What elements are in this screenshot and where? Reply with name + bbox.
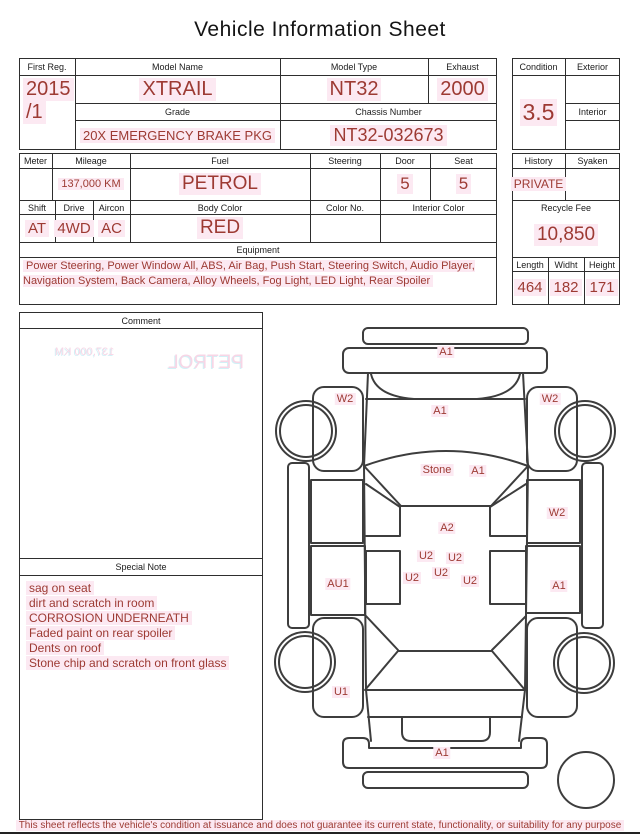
model-name-value: XTRAIL xyxy=(75,75,280,103)
left-c-pillar xyxy=(366,616,398,650)
exhaust-value: 2000 xyxy=(428,75,497,103)
equipment-text: Power Steering, Power Window All, ABS, Air Bag, Push Start, Steering Switch, Audio Player, Navigation System, Back Camera, Alloy Wheels, Fog Light, LED Light, Rear Spoiler xyxy=(23,260,475,287)
special-note-line: sag on seat xyxy=(26,581,258,596)
damage-label: W2 xyxy=(336,393,354,405)
special-note-label: Special Note xyxy=(115,562,167,572)
interior-label: Interior xyxy=(578,107,607,117)
fuel-value: PETROL xyxy=(130,168,310,200)
left-rear-wheel-icon xyxy=(275,632,335,692)
shift-value: AT xyxy=(19,214,55,242)
body-color-label: Body Color xyxy=(197,203,243,213)
steering-label: Steering xyxy=(328,156,362,166)
damage-label: A2 xyxy=(440,522,454,534)
right-rear-wheel-icon xyxy=(554,633,614,693)
damage-label: Stone xyxy=(422,464,452,476)
damage-label: A1 xyxy=(471,465,485,477)
height-value: 171 xyxy=(584,271,620,303)
damage-label: U2 xyxy=(418,550,434,562)
left-quarter-window xyxy=(366,551,400,604)
damage-label: W2 xyxy=(548,507,566,519)
drive-label: Drive xyxy=(63,203,85,213)
color-no-label: Color No. xyxy=(325,203,364,213)
grade-label: Grade xyxy=(164,107,190,117)
right-c-pillar xyxy=(492,616,526,650)
left-front-wheel-icon xyxy=(276,401,336,461)
mileage-value: 137,000 KM xyxy=(52,168,130,200)
damage-label: U1 xyxy=(333,686,349,698)
right-wheel-arch xyxy=(477,374,520,399)
right-rear-fender xyxy=(527,618,577,717)
car-damage-diagram xyxy=(268,318,640,815)
license-plate-recess xyxy=(402,717,490,741)
right-front-window xyxy=(490,484,526,536)
special-note-line: dirt and scratch in room xyxy=(26,596,258,611)
interior-color-label: Interior Color xyxy=(412,203,465,213)
seat-value: 5 xyxy=(430,168,497,200)
body-color-value: RED xyxy=(130,214,310,242)
aircon-value: AC xyxy=(93,214,130,242)
front-grille-bar xyxy=(363,328,528,344)
divider xyxy=(19,575,263,576)
model-name-label: Model Name xyxy=(151,62,204,72)
mileage-label: Mileage xyxy=(75,156,107,166)
first-reg-label: First Reg. xyxy=(27,62,67,72)
damage-label: U2 xyxy=(447,552,463,564)
left-rear-fender xyxy=(313,618,363,717)
first-reg-value xyxy=(23,78,73,144)
special-note-line: Dents on roof xyxy=(26,641,258,656)
car-outline-drawing xyxy=(268,318,640,815)
model-type-label: Model Type xyxy=(330,62,378,72)
bleedthrough-text: PETROL xyxy=(168,352,245,373)
right-rear-wheel-icon xyxy=(558,637,610,689)
damage-label: A1 xyxy=(435,747,449,759)
right-front-wheel-icon xyxy=(555,401,615,461)
damage-label: AU1 xyxy=(327,578,349,590)
damage-label: U2 xyxy=(462,575,478,587)
height-label: Height xyxy=(588,260,615,270)
damage-label: A1 xyxy=(433,405,447,417)
door-value: 5 xyxy=(380,168,430,200)
first-reg-month: /1 xyxy=(23,101,46,124)
equipment-label: Equipment xyxy=(236,245,280,255)
seat-label: Seat xyxy=(454,156,473,166)
history-label: History xyxy=(524,156,553,166)
shift-label: Shift xyxy=(27,203,46,213)
condition-label: Condition xyxy=(519,62,558,72)
chassis-number-value: NT32-032673 xyxy=(280,120,497,150)
history-value: PRIVATE xyxy=(512,168,565,200)
drive-value: 4WD xyxy=(55,214,93,242)
damage-label: U2 xyxy=(404,572,420,584)
damage-label: W2 xyxy=(541,393,559,405)
door-label: Door xyxy=(395,156,415,166)
grade-value: 20X EMERGENCY BRAKE PKG xyxy=(75,120,280,150)
page-title: Vehicle Information Sheet xyxy=(194,18,446,41)
special-note-list xyxy=(26,581,258,671)
rear-window xyxy=(365,651,525,690)
left-wheel-arch xyxy=(371,374,414,399)
special-note-line: Faded paint on rear spoiler xyxy=(26,626,258,641)
aircon-label: Aircon xyxy=(98,203,125,213)
comment-label: Comment xyxy=(121,316,161,326)
spare-wheel-icon xyxy=(558,752,614,808)
left-sill xyxy=(288,463,309,628)
special-note-line: Stone chip and scratch on front glass xyxy=(26,656,258,671)
special-note-line: CORROSION UNDERNEATH xyxy=(26,611,258,626)
left-rear-wheel-icon xyxy=(279,636,331,688)
page-bottom-edge xyxy=(0,832,640,834)
first-reg-year: 2015 xyxy=(23,78,74,101)
rear-right-edge xyxy=(519,690,525,741)
exterior-label: Exterior xyxy=(576,62,608,72)
damage-label: U2 xyxy=(433,567,449,579)
right-sill xyxy=(582,463,603,628)
left-front-wheel-icon xyxy=(280,405,332,457)
recycle-fee-value: 10,850 xyxy=(512,215,620,255)
exhaust-label: Exhaust xyxy=(446,62,479,72)
bleedthrough-text: 137,000 KM xyxy=(55,346,115,358)
body-left-edge xyxy=(364,373,368,466)
divider xyxy=(565,120,620,121)
fuel-label: Fuel xyxy=(211,156,229,166)
disclaimer-text: This sheet reflects the vehicle's condition at issuance and does not guarantee its current state, functionality, or suitability for any purpose xyxy=(0,820,640,831)
rear-lower-bar xyxy=(363,772,528,788)
width-label: Widht xyxy=(554,260,578,270)
length-value: 464 xyxy=(512,271,548,303)
width-value: 182 xyxy=(548,271,584,303)
rear-left-edge xyxy=(366,690,371,741)
condition-value: 3.5 xyxy=(512,75,565,150)
syaken-label: Syaken xyxy=(577,156,608,166)
recycle-fee-label: Recycle Fee xyxy=(540,203,592,213)
right-quarter-window xyxy=(490,551,526,604)
damage-label: A1 xyxy=(439,346,453,358)
damage-label: A1 xyxy=(552,580,566,592)
meter-label: Meter xyxy=(23,156,47,166)
left-front-window xyxy=(366,484,400,536)
left-front-door xyxy=(311,480,363,543)
model-type-value: NT32 xyxy=(280,75,428,103)
chassis-number-label: Chassis Number xyxy=(355,107,422,117)
length-label: Length xyxy=(516,260,544,270)
right-front-wheel-icon xyxy=(559,405,611,457)
